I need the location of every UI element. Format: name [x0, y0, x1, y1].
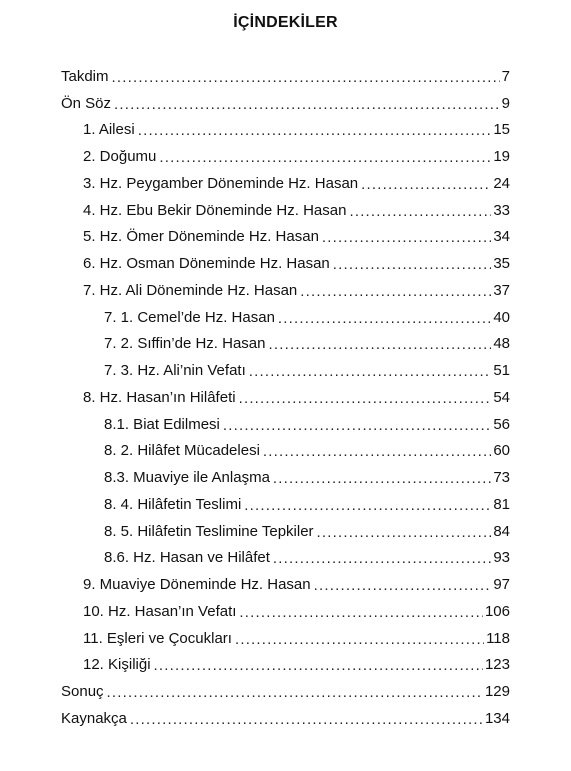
toc-entry — [83, 625, 510, 652]
toc-entry-page-number: 19 — [493, 148, 510, 166]
page-title: İÇİNDEKİLER — [233, 14, 338, 31]
toc-entry-label: Kaynakça — [61, 709, 127, 727]
toc-leader-dots — [349, 204, 491, 219]
toc-entry — [104, 357, 510, 384]
toc-leader-dots — [322, 230, 491, 245]
toc-entry-page-number: 40 — [493, 308, 510, 326]
toc-entry-label: Ön Söz — [61, 94, 112, 112]
toc-entry — [83, 170, 510, 197]
toc-leader-dots — [273, 471, 491, 486]
toc-leader-dots — [361, 177, 491, 192]
toc-entry-label: 4. Hz. Ebu Bekir Döneminde Hz. Hasan — [83, 201, 347, 219]
toc-entry — [61, 705, 510, 732]
toc-leader-dots — [263, 444, 491, 459]
toc-entry-page-number: 51 — [493, 362, 510, 380]
toc-entry-label: 6. Hz. Osman Döneminde Hz. Hasan — [83, 255, 330, 273]
toc-entry-label: 8.6. Hz. Hasan ve Hilâfet — [104, 549, 270, 567]
toc-entry-page-number: 97 — [493, 576, 510, 594]
toc-leader-dots — [273, 551, 491, 566]
toc-entry — [83, 384, 510, 411]
toc-entry — [83, 571, 510, 598]
toc-entry-page-number: 33 — [493, 201, 510, 219]
toc-entry — [83, 598, 510, 625]
toc-leader-dots — [239, 605, 483, 620]
toc-entry — [83, 224, 510, 251]
toc-leader-dots — [130, 712, 483, 727]
toc-entry — [61, 90, 510, 117]
toc-entry-page-number: 81 — [493, 495, 510, 513]
toc-leader-dots — [112, 70, 500, 85]
toc-entry-page-number: 9 — [501, 94, 510, 112]
toc-entry — [83, 652, 510, 679]
toc-entry-label: 7. 1. Cemel’de Hz. Hasan — [104, 308, 275, 326]
toc-leader-dots — [107, 685, 483, 700]
toc-leader-dots — [244, 498, 491, 513]
toc-entry — [104, 518, 510, 545]
toc-entry-label: 3. Hz. Peygamber Döneminde Hz. Hasan — [83, 174, 359, 192]
toc-entry-page-number: 54 — [493, 388, 510, 406]
toc-leader-dots — [300, 284, 491, 299]
toc-entry-label: 8. 4. Hilâfetin Teslimi — [104, 495, 242, 513]
toc-entry-label: Takdim — [61, 67, 109, 85]
toc-entry-label: 11. Eşleri ve Çocukları — [83, 629, 232, 647]
toc-entry-page-number: 48 — [493, 335, 510, 353]
toc-entry-label: Sonuç — [61, 683, 104, 701]
toc-entry-page-number: 35 — [493, 255, 510, 273]
toc-entry — [104, 491, 510, 518]
toc-leader-dots — [249, 364, 492, 379]
toc-entry — [104, 304, 510, 331]
toc-entry-label: 2. Doğumu — [83, 148, 157, 166]
toc-entry-page-number: 24 — [493, 174, 510, 192]
toc-leader-dots — [333, 257, 492, 272]
toc-entry-label: 10. Hz. Hasan’ın Vefatı — [83, 602, 237, 620]
toc-entry — [104, 545, 510, 572]
toc-entry — [83, 117, 510, 144]
toc-entry — [104, 331, 510, 358]
toc-entry-label: 8. 5. Hilâfetin Teslimine Tepkiler — [104, 522, 314, 540]
toc-entry-label: 7. Hz. Ali Döneminde Hz. Hasan — [83, 281, 298, 299]
toc-entry-page-number: 37 — [493, 281, 510, 299]
toc-entry-page-number: 93 — [493, 549, 510, 567]
toc-entry-label: 8. Hz. Hasan’ın Hilâfeti — [83, 388, 236, 406]
toc-leader-dots — [154, 658, 483, 673]
toc-entry-label: 8. 2. Hilâfet Mücadelesi — [104, 442, 260, 460]
toc-entry-page-number: 134 — [484, 709, 510, 727]
toc-entry-page-number: 118 — [486, 629, 510, 647]
toc-entry-label: 9. Muaviye Döneminde Hz. Hasan — [83, 576, 311, 594]
toc-entry — [104, 438, 510, 465]
toc-entry — [83, 250, 510, 277]
toc-leader-dots — [278, 311, 491, 326]
toc-entry-page-number: 7 — [501, 67, 510, 85]
toc-entry-label: 8.3. Muaviye ile Anlaşma — [104, 469, 270, 487]
toc-entry — [61, 678, 510, 705]
toc-leader-dots — [223, 418, 491, 433]
toc-entry — [104, 411, 510, 438]
toc-entry-label: 12. Kişiliği — [83, 656, 151, 674]
toc-entry-page-number: 123 — [484, 656, 510, 674]
toc-entry-page-number: 15 — [493, 121, 510, 139]
toc-entry — [61, 63, 510, 90]
toc-leader-dots — [159, 150, 491, 165]
toc-leader-dots — [268, 337, 491, 352]
toc-entry — [83, 277, 510, 304]
toc-leader-dots — [235, 632, 484, 647]
toc-leader-dots — [317, 525, 492, 540]
toc-entry-page-number: 106 — [484, 602, 510, 620]
toc-leader-dots — [239, 391, 492, 406]
toc-entry — [83, 197, 510, 224]
toc-entry-page-number: 60 — [493, 442, 510, 460]
toc-entry-page-number: 84 — [493, 522, 510, 540]
table-of-contents — [0, 63, 571, 732]
toc-entry-label: 7. 3. Hz. Ali’nin Vefatı — [104, 362, 246, 380]
toc-entry-page-number: 34 — [493, 228, 510, 246]
toc-entry-label: 5. Hz. Ömer Döneminde Hz. Hasan — [83, 228, 319, 246]
toc-entry-page-number: 73 — [493, 469, 510, 487]
toc-entry — [104, 464, 510, 491]
toc-entry-label: 8.1. Biat Edilmesi — [104, 415, 220, 433]
toc-leader-dots — [138, 123, 492, 138]
toc-leader-dots — [314, 578, 492, 593]
toc-entry — [83, 143, 510, 170]
toc-entry-label: 7. 2. Sıffin’de Hz. Hasan — [104, 335, 266, 353]
toc-entry-page-number: 129 — [484, 683, 510, 701]
toc-entry-page-number: 56 — [493, 415, 510, 433]
toc-leader-dots — [114, 97, 500, 112]
toc-entry-label: 1. Ailesi — [83, 121, 135, 139]
